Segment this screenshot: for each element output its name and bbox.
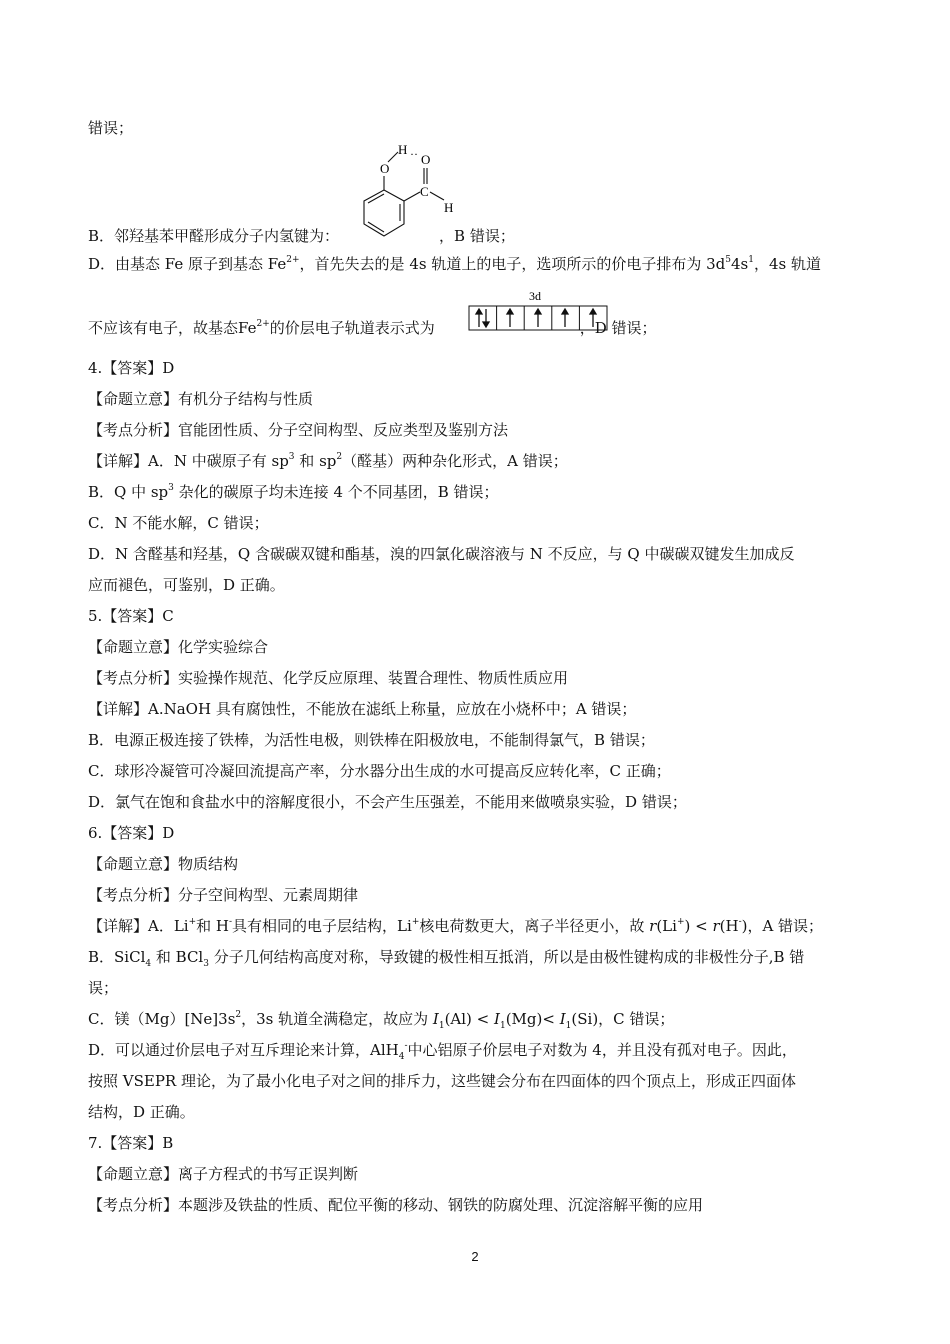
answer-heading: 4.【答案】D — [88, 359, 175, 377]
answer-heading: 6.【答案】D — [88, 824, 175, 842]
text-line: D．N 含醛基和羟基，Q 含碳碳双键和酯基，溴的四氯化碳溶液与 N 不反应，与 Q 中碳碳双键发生加成反 — [88, 545, 795, 563]
text-line: B．Q 中 $sp^3$ 杂化的碳原子均未连接 4 个不同基团，B 错误； — [88, 483, 499, 501]
answer-heading: 7.【答案】B — [88, 1134, 174, 1152]
text-line: C．球形冷凝管可冷凝回流提高产率，分水器分出生成的水可提高反应转化率，C 正确； — [88, 762, 671, 780]
text-line: 【命题立意】物质结构 — [88, 855, 239, 873]
text-line: D．氯气在饱和食盐水中的溶解度很小，不会产生压强差，不能用来做喷泉实验，D 错误； — [88, 793, 687, 811]
carbon-label: C — [420, 184, 429, 199]
text-line: 【考点分析】分子空间构型、元素周期律 — [88, 886, 359, 904]
text-line: B．SiCl$_4$ 和 BCl$_3$ 分子几何结构高度对称，导致键的极性相互抵消，所以是由极性键构成的非极性分子,B 错 — [88, 948, 805, 969]
text-line: 【详解】A.NaOH 具有腐蚀性，不能放在滤纸上称量，应放在小烧杯中；A 错误； — [88, 700, 637, 718]
text-line: 【命题立意】有机分子结构与性质 — [88, 390, 314, 408]
text-line: 不应该有电子，故基态$Fe^{2+}$的价层电子轨道表示式为 ，D 错误； — [88, 319, 657, 337]
text-line: 错误； — [88, 119, 134, 137]
orbital-label: 3d — [529, 290, 541, 303]
text-line: 【考点分析】官能团性质、分子空间构型、反应类型及鉴别方法 — [88, 421, 509, 439]
text-line: 【考点分析】本题涉及铁盐的性质、配位平衡的移动、钢铁的防腐处理、沉淀溶解平衡的应用 — [88, 1196, 704, 1214]
text-line: 【详解】A．Li+和 H-具有相同的电子层结构，Li+核电荷数更大，离子半径更小，故 r(Li+) < r(H-)，A 错误； — [88, 917, 824, 935]
page-number: 2 — [471, 1249, 479, 1264]
text-line: C．镁$(Mg)[Ne]3s^2$，3s 轨道全满稳定，故应为 $I_1(Al) < I_1(Mg)< I_1(Si)$，C 错误； — [88, 1010, 675, 1031]
text-line: 【详解】A．N 中碳原子有 $sp^3$ 和 $sp^2$（醛基）两种杂化形式，A 错误； — [88, 452, 568, 470]
oxygen-label: O — [380, 161, 390, 176]
text-line: C．N 不能水解，C 错误； — [88, 514, 269, 532]
text-line: D．可以通过价层电子对互斥理论来计算，AlH$_4$-中心铝原子价层电子对数为 4，并且没有孤对电子。因此， — [88, 1041, 797, 1062]
carbonyl-oxygen-label: O — [421, 152, 431, 167]
hydrogen-label: H — [398, 142, 408, 157]
text-line: 【考点分析】实验操作规范、化学反应原理、装置合理性、物质性质应用 — [88, 669, 569, 687]
text-line: 结构，D 正确。 — [88, 1103, 195, 1121]
text-line: B．电源正极连接了铁棒，为活性电极，则铁棒在阳极放电，不能制得氯气，B 错误； — [88, 731, 655, 749]
text-line: 误； — [88, 979, 119, 997]
text-line: 按照 VSEPR 理论，为了最小化电子对之间的排斥力，这些键会分布在四面体的四个顶点上，形成正四面体 — [88, 1072, 796, 1090]
hbond-dots: ·· — [410, 147, 418, 161]
text-line: 应而褪色，可鉴别，D 正确。 — [88, 576, 285, 594]
answer-heading: 5.【答案】C — [88, 607, 174, 625]
text-line: B．邻羟基苯甲醛形成分子内氢键为： ，B 错误； — [88, 227, 515, 245]
text-line: 【命题立意】离子方程式的书写正误判断 — [88, 1165, 359, 1183]
text-line: D．由基态 Fe 原子到基态 $Fe^{2+}$，首先失去的是 4s 轨道上的电子，选项所示的价电子排布为 $3d^54s^1$，4s 轨道 — [88, 255, 821, 273]
text-line: 【命题立意】化学实验综合 — [88, 638, 269, 656]
aldehyde-hydrogen-label: H — [444, 200, 454, 215]
